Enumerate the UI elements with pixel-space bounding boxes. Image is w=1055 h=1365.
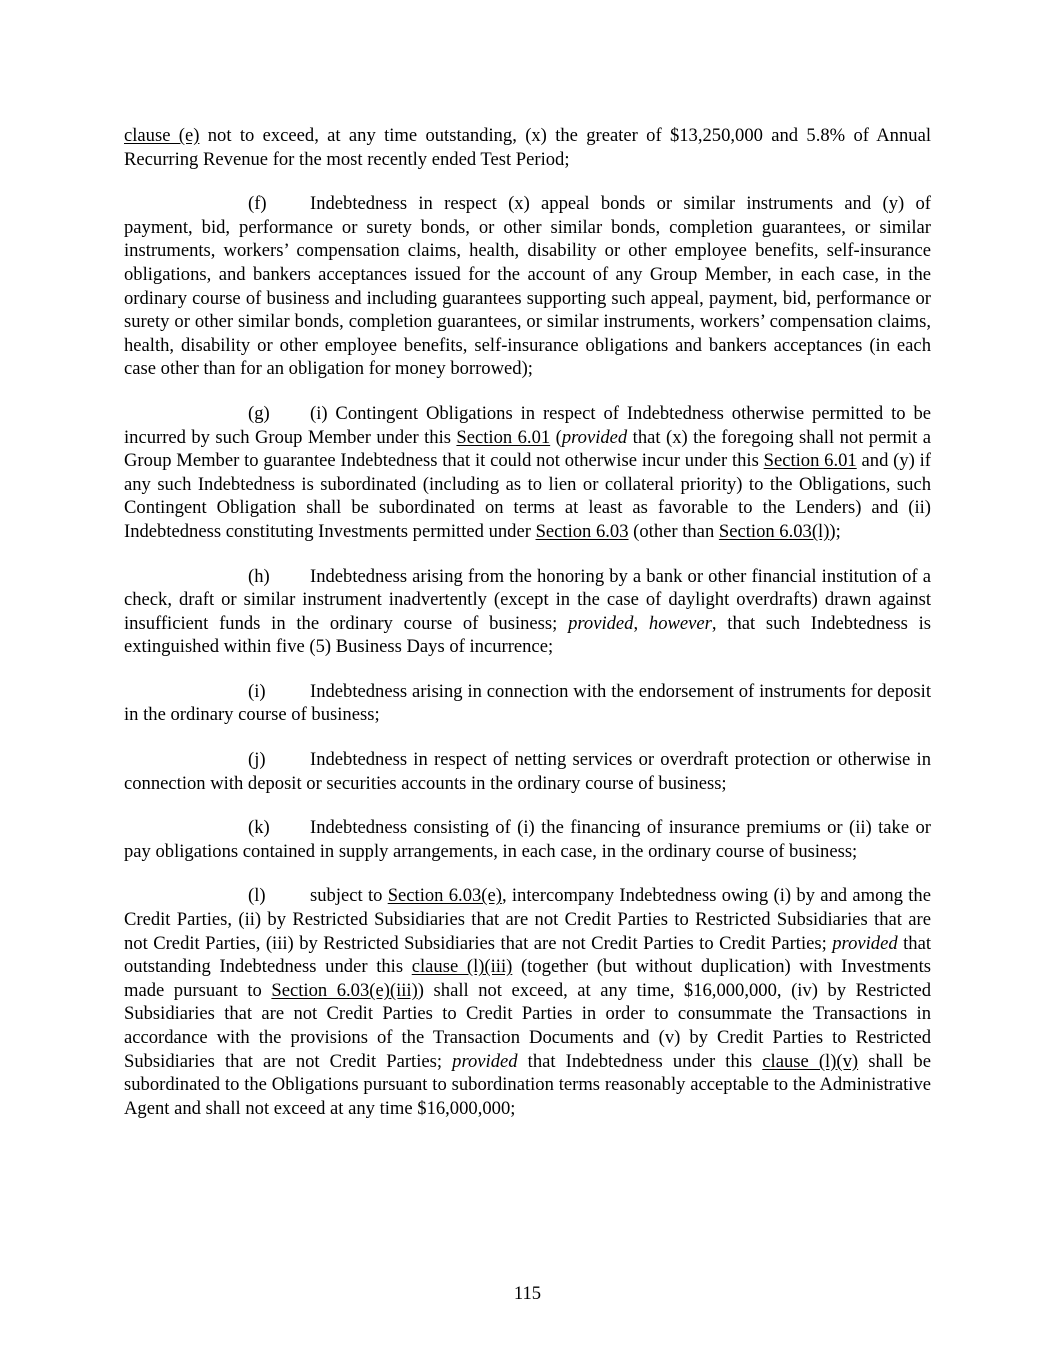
paragraph-text: Indebtedness arising in connection with the endorsement of instruments for deposit in the ordinary course of business; xyxy=(124,680,931,726)
italic-provided: provided xyxy=(561,426,628,448)
paragraph-text: Indebtedness in respect of netting services or overdraft protection or otherwise in connection with deposit or securities accounts in the ordinary course of business; xyxy=(124,749,931,794)
italic-provided: provided xyxy=(832,932,898,954)
paragraph-text: subject to xyxy=(310,885,388,907)
section-6-01-reference: Section 6.01 xyxy=(456,426,551,448)
page-number: 115 xyxy=(513,1283,542,1304)
italic-however: however xyxy=(648,612,712,634)
section-6-03-l-reference: Section 6.03(l) xyxy=(718,520,830,542)
paragraph-g xyxy=(124,402,931,544)
clause-label-j: (j) xyxy=(248,749,266,771)
paragraph-text: (other than xyxy=(628,520,719,542)
section-6-03-reference: Section 6.03 xyxy=(535,520,629,542)
paragraph-i xyxy=(124,680,931,727)
clause-label-f: (f) xyxy=(248,193,267,215)
document-page xyxy=(124,124,931,1141)
paragraph-text: , xyxy=(633,612,649,634)
section-6-01-reference: Section 6.01 xyxy=(763,450,857,472)
paragraph-text: , that such Indebtedness is extinguished within five (5) Business Days of incurrence; xyxy=(124,612,931,658)
section-6-03-e-iii-reference: Section 6.03(e)(iii) xyxy=(271,979,418,1001)
paragraph-text: (i) Contingent Obligations in respect of Indebtedness otherwise permitted to be incurred by such Group Member under this xyxy=(124,402,931,448)
paragraph-text: shall be subordinated to the Obligations pursuant to subordination terms reasonably acceptable to the Administrative Agent and shall not exceed at any time $16,000,000; xyxy=(124,1050,931,1119)
paragraph-text: ) shall not exceed, at any time, $16,000,000, (iv) by Restricted Subsidiaries that are not Credit Parties to Credit Parties in order to consummate the Transactions in accordance with the provisions of the Transaction Documents and (v) by Credit Parties to Restricted Subsidiaries that are not Credit Parties; xyxy=(124,979,931,1072)
paragraph-text: , intercompany Indebtedness owing (i) by and among the Credit Parties, (ii) by Restricted Subsidiaries that are not Credit Parties to Restricted Subsidiaries that are not Credit Parties, (iii) by Restricted Subsidiaries that are not Credit Parties to Credit Parties; xyxy=(124,885,931,954)
paragraph-text: Indebtedness in respect (x) appeal bonds or similar instruments and (y) of payment, bid, performance or surety bonds, or other similar bonds, completion guarantees, or similar instruments, workers’ compensation claims, health, disability or other employee benefits, self-insurance obligations, and bankers acceptances issued for the account of any Group Member, in each case, in the ordinary course of business and including guarantees supporting such appeal, payment, bid, performance or surety or other similar bonds, completion guarantees, or similar instruments, workers’ compensation claims, health, disability or other employee benefits, self-insurance obligations and bankers acceptances (in each case other than for an obligation for money borrowed); xyxy=(124,193,931,380)
paragraph-j xyxy=(124,748,931,795)
paragraph-text: that Indebtedness under this xyxy=(517,1050,763,1072)
paragraph-f xyxy=(124,192,931,381)
clause-label-k: (k) xyxy=(248,817,270,839)
paragraph-text: that outstanding Indebtedness under this xyxy=(124,932,931,978)
paragraph-text: not to exceed, at any time outstanding, (x) the greater of $13,250,000 and 5.8% of Annual Recurring Revenue for the most recently ended Test Period; xyxy=(124,125,931,170)
paragraph-k xyxy=(124,816,931,863)
paragraph-continued xyxy=(124,124,931,171)
paragraph-text: Indebtedness arising from the honoring by a bank or other financial institution of a check, draft or similar instrument inadvertently (except in the case of daylight overdrafts) drawn against insufficient funds in the ordinary course of business; xyxy=(124,565,931,634)
paragraph-text: Indebtedness consisting of (i) the financing of insurance premiums or (ii) take or pay obligations contained in supply arrangements, in each case, in the ordinary course of business; xyxy=(124,817,931,862)
paragraph-text: (together (but without duplication) with Investments made pursuant to xyxy=(124,956,931,1001)
clause-l-iii-reference: clause (l)(iii) xyxy=(411,956,513,978)
paragraph-l xyxy=(124,884,931,1120)
paragraph-h xyxy=(124,565,931,659)
paragraph-text: that (x) the foregoing shall not permit a Group Member to guarantee Indebtedness that it could not otherwise incur under this xyxy=(124,426,931,472)
paragraph-text: and (y) if any such Indebtedness is subordinated (including as to lien or collateral priority) to the Obligations, such Contingent Obligation shall be subordinated on terms at least as favorable to the Lenders) and (ii) Indebtedness constituting Investments permitted under xyxy=(124,450,931,542)
clause-label-g: (g) xyxy=(248,402,270,424)
paragraph-text: ); xyxy=(829,520,841,542)
italic-provided: provided xyxy=(452,1050,518,1072)
clause-label-i: (i) xyxy=(248,680,266,702)
section-6-03-e-reference: Section 6.03(e) xyxy=(387,885,502,907)
italic-provided: provided xyxy=(568,612,634,634)
clause-l-v-reference: clause (l)(v) xyxy=(762,1050,859,1072)
clause-e-reference: clause (e) xyxy=(124,125,200,146)
clause-label-l: (l) xyxy=(248,885,266,907)
paragraph-text: ( xyxy=(550,426,562,448)
clause-label-h: (h) xyxy=(248,565,270,587)
